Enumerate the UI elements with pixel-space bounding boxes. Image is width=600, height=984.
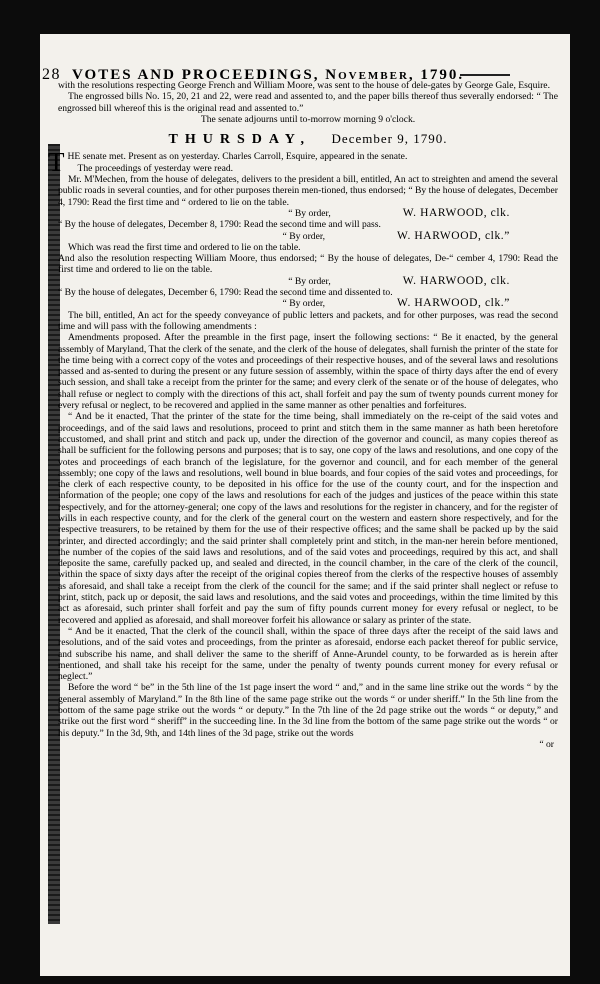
paragraph: And also the resolution respecting William Moore, thus endorsed; “ By the house of delegates, De-“ cember 4, 1790: Read the first time and ordered to lie on the table. <box>58 253 558 276</box>
signature-order: “ By order, <box>288 275 331 287</box>
paragraph: The bill, entitled, An act for the speedy conveyance of public letters and packets, and for other purposes, was read the second time and will pass with the following amendments : <box>58 309 558 332</box>
dateline <box>58 131 558 148</box>
signature-name: W. HARWOOD, clk.” <box>397 229 510 242</box>
signature-order: “ By order, <box>282 298 326 310</box>
signature-line <box>58 231 558 242</box>
paragraph: with the resolutions respecting George French and William Moore, was sent to the house of dele-gates by George Gale, Esquire. <box>58 80 550 91</box>
paragraph: “ By the house of delegates, December 6, 1790: Read the second time and dissented to. <box>58 287 393 299</box>
catchword: “ or <box>539 738 554 750</box>
signature-line <box>58 298 558 309</box>
signature-line <box>58 208 558 219</box>
signature-order: “ By order, <box>288 207 331 219</box>
signature-name: W. HARWOOD, clk. <box>402 206 510 219</box>
page-number: 28 <box>42 66 61 83</box>
paragraph: The proceedings of yesterday were read. <box>77 162 234 174</box>
paragraph: “ And be it enacted, That the clerk of the council shall, within the space of three days after the receipt of the said laws and resolutions, and of the said votes and proceedings, from the printer as aforesaid, endorse each packet thereof for public service, and subscribe his name, and shall deliver the same to the sheriff of Anne-Arundel county, to be forwarded as is herein after mentioned, and shall take his receipt for the same, under the penalty of twenty pounds current money for every refusal or neglect.” <box>58 625 558 683</box>
drop-cap: T <box>48 147 65 178</box>
signature-name: W. HARWOOD, clk.” <box>397 297 510 310</box>
paragraph: Which was read the first time and ordered to lie on the table. <box>68 241 301 253</box>
signature-name: W. HARWOOD, clk. <box>402 274 510 287</box>
paragraph: The senate adjourns until to-morrow morning 9 o'clock. <box>200 113 416 125</box>
opening-text: HE senate met. Present as on yesterday. Charles Carroll, Esquire, appeared in the senate. <box>67 151 408 163</box>
paragraph: Before the word “ be” in the 5th line of the 1st page insert the word “ and,” and in the same line strike out the words “ by the general assembly of Maryland.” In the 8th line of the same page strike out the words “ or under sheriff.” In the 5th line from the bottom of the same page strike out the words “ or deputy.” In the 7th line of the 2d page strike out the words “ or deputy,” and strike out the first word “ sheriff” in the succeeding line. In the 3d line from the bottom of the same page strike out the words “ or his deputy.” In the 3d, 9th, and 14th lines of the 3d page, strike out the words <box>58 682 558 739</box>
running-head: VOTES AND PROCEEDINGS, November, 1790. <box>72 67 465 83</box>
paragraph: Amendments proposed. After the preamble in the first page, insert the following sections: “ Be it enacted, by the general assembly of Maryland, That the clerk of the senate, and the clerk of the house of delegates, shall furnish the printer of the state for the time being with a correct copy of the votes and proceedings of their respective houses, and of the several laws and resolutions passed and as-sented to during the present or any future session of assembly, within the space of thirty days after the end of every such session, and shall take a receipt from the printer for the same; and every clerk of the senate or of the house of delegates, who shall refuse or neglect to comply with the directions of this act, shall forfeit and pay the sum of twenty pounds current money for every refusal or neglect, to be recovered and applied in the same manner as other penalties and forfeitures. <box>58 332 558 412</box>
body-text <box>48 80 558 750</box>
signature-line <box>58 276 558 287</box>
paragraph: “ And be it enacted, That the printer of the state for the time being, shall immediately on the re-ceipt of the said votes and proceedings, and of the said laws and resolutions, proceed to print and stitch them in the same manner as hath been heretofore accustomed, and shall print and stitch and pack up, under the direction of the governor and council, as many copies thereof as shall be sufficient for the following persons and purposes; that is to say, one copy of the laws and resolutions, and one copy of the votes and proceedings of each branch of the legislature, for the governor and council, and for each member of the general assembly; one copy of the laws and resolutions, well bound in blue boards, and four copies of the said votes and proceedings, for the clerk of each respective county, to be deposited in his office for the use of the county court, and for the inspection and information of the people; one copy of the laws and resolutions for each of the judges and justices of the peace within this state respectively, and for the attorney-general; one copy of the laws and resolutions for the register in chancery, and for the register of wills in each respective county, and for the clerk of the general court on the western and eastern shore respectively, and for the respective treasurers, to be retained by them for the use of their respective offices; and the same shall be packed up by the said printer, and directed accordingly; and the said printer shall completely print and stitch, in the man-ner herein before mentioned, the number of the copies of the said laws and resolutions, and of the said votes and proceedings, required by this act, and shall deposite the same, carefully packed up, and sealed and directed, in the council chamber, in the care of the clerk of the council, within the space of sixty days after the receipt of the original copies thereof from the clerks of the respective houses of assembly as aforesaid, and shall take a receipt from the clerk of the council for the same; and if the said printer shall neglect or refuse to print, stitch, pack up or deposit, the said laws and resolutions, and the said votes and proceedings, within the time limited by this act as aforesaid, such printer shall forfeit and pay the sum of fifty pounds current money for every refusal or neglect, to be recovered and applied as aforesaid, and shall moreover forfeit his allowance or salary as printer of the state. <box>58 411 558 626</box>
dateline-day: THURSDAY, <box>168 132 312 148</box>
paragraph: The engrossed bills No. 15, 20, 21 and 22, were read and assented to, and the paper bills thereof thus severally endorsed: “ The engrossed bill whereof this is the original read and assented to.” <box>58 91 558 114</box>
paragraph: “ By the house of delegates, December 8, 1790: Read the second time and will pass. <box>58 219 381 231</box>
signature-order: “ By order, <box>282 230 326 242</box>
dateline-date: December 9, 1790. <box>331 131 448 147</box>
paragraph: Mr. M'Mechen, from the house of delegates, delivers to the president a bill, entitled, An act to streighten and amend the several public roads in several counties, and for other purposes therein men-tioned, thus endorsed; “ By the house of delegates, December 4, 1790: Read the first time and “ ordered to lie on the table. <box>58 174 558 208</box>
